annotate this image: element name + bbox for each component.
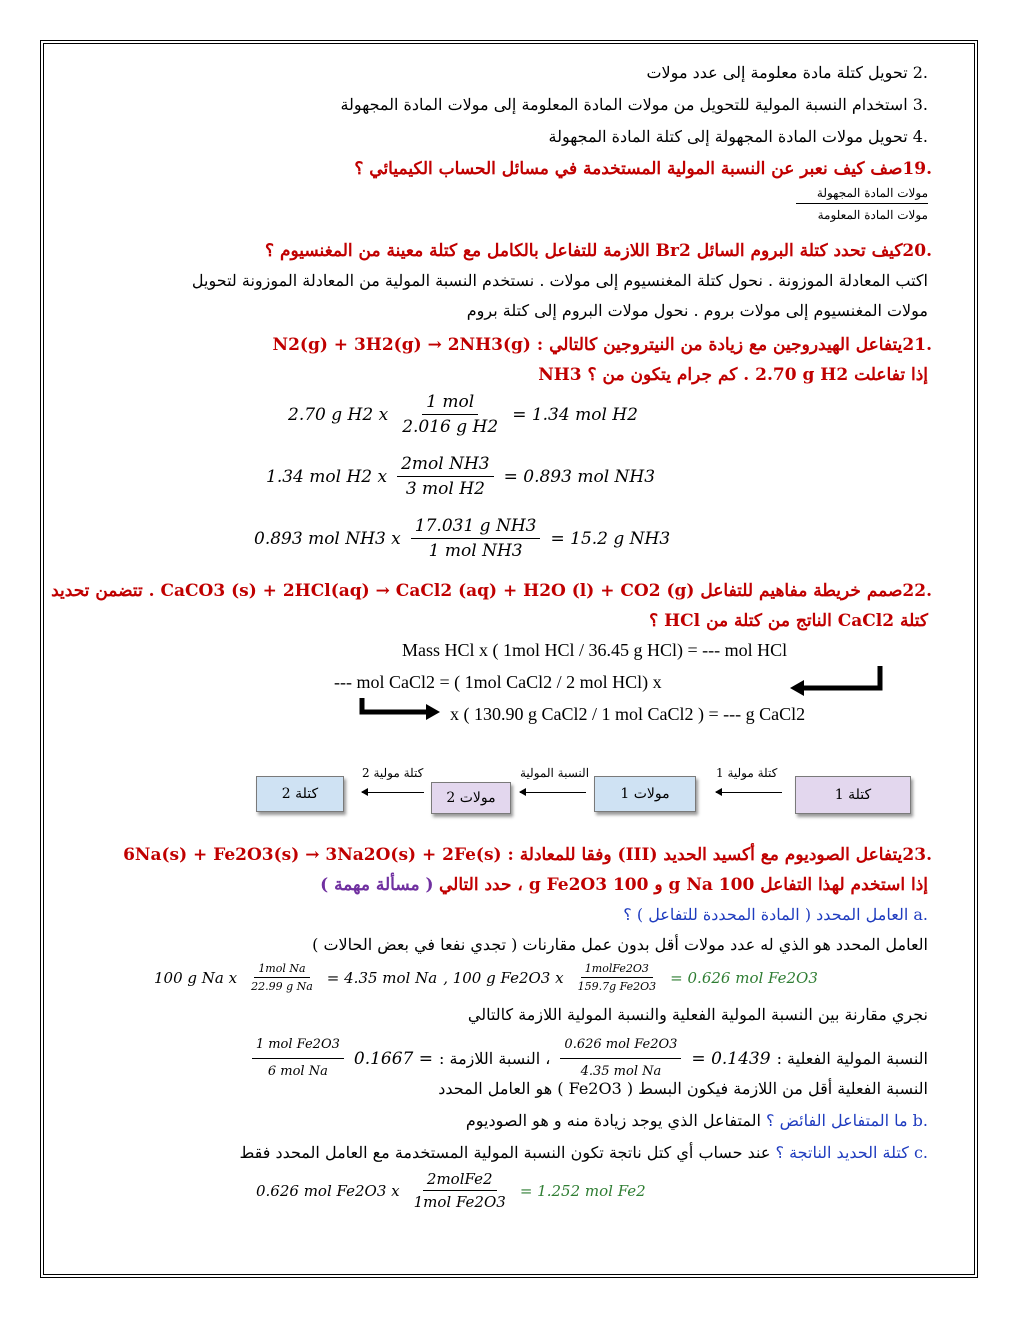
arrow-map-3 — [362, 792, 424, 793]
part-c: c. كتلة الحديد الناتجة ؟ عند حساب أي كتل ناتجة تكون النسبة المولية المستخدمة مع العامل المحدد فقط — [239, 1143, 928, 1162]
arrow-left-to-line3 — [362, 698, 430, 712]
step-2: 2. تحويل كتلة مادة معلومة إلى عدد مولات — [646, 63, 928, 82]
arrow-head-2 — [426, 704, 440, 720]
conclusion-text: النسبة الفعلية أقل من اللازمة فيكون البسط ( Fe2O3 ) هو العامل المحدد — [438, 1079, 928, 1098]
arrow-head-1 — [790, 680, 804, 696]
label-mole-ratio: النسبة المولية — [520, 766, 590, 780]
arrow-map-2 — [520, 792, 586, 793]
question-20: 20.كيف تحدد كتلة البروم السائل Br2 اللازمة للتفاعل بالكامل مع كتلة معينة من المغنسيوم ؟ — [265, 241, 932, 261]
question-23: 23.يتفاعل الصوديوم مع أكسيد الحديد (III) وفقا للمعادلة : 6Na(s) + Fe2O3(s) → 3Na2O(s) + 2Fe(s) — [123, 845, 932, 865]
arrow-map-1 — [716, 792, 782, 793]
question-23-line2: إذا استخدم لهذا التفاعل 100 g Na و 100 g Fe2O3 ، حدد التالي ( مسألة مهمة ) — [320, 875, 928, 895]
question-21: 21.يتفاعل الهيدروجين مع زيادة من النيتروجين كالتالي : N2(g) + 3H2(g) → 2NH3(g) — [272, 335, 932, 355]
compare-text: نجري مقارنة بين النسبة المولية الفعلية والنسبة المولية اللازمة كالتالي — [467, 1005, 928, 1024]
calc-22-line1: Mass HCl x ( 1mol HCl / 36.45 g HCl) = --- mol HCl — [402, 640, 788, 660]
calc-22-line2: --- mol CaCl2 = ( 1mol CaCl2 / 2 mol HCl) x — [334, 672, 662, 692]
question-19: 19.صف كيف نعبر عن النسبة المولية المستخدمة في مسائل الحساب الكيميائي ؟ — [354, 159, 932, 179]
fraction-numerator: مولات المادة المجهولة — [796, 186, 928, 204]
question-22: 22.صمم خريطة مفاهيم للتفاعل CaCO3 (s) + 2HCl(aq) → CaCl2 (aq) + H2O (l) + CO2 (g) . تتضمن تحديد — [51, 581, 932, 601]
calc-22-line3: x ( 130.90 g CaCl2 / 1 mol CaCl2 ) = --- g CaCl2 — [450, 704, 806, 724]
box-moles-2: مولات 2 — [431, 782, 511, 814]
part-b: b. ما المتفاعل الفائض ؟ المتفاعل الذي يوجد زيادة منه و هو الصوديوم — [465, 1111, 928, 1130]
part-a: a. العامل المحدد ( المادة المحددة للتفاعل ) ؟ — [623, 905, 928, 924]
fraction-denominator: مولات المادة المعلومة — [817, 208, 928, 222]
calc-21-step3: 0.893 mol NH3 x $\frac{\text{17.031 g NH3}}{\text{1 mol NH3}}$ = 15.2 g NH3 — [254, 516, 671, 561]
equation-23: 6Na(s) + Fe2O3(s) → 3Na2O(s) + 2Fe(s) — [123, 845, 502, 865]
equation-22: CaCO3 (s) + 2HCl(aq) → CaCl2 (aq) + H2O (l) + CO2 (g) — [160, 581, 695, 601]
step-4: 4. تحويل مولات المادة المجهولة إلى كتلة المادة المجهولة — [548, 127, 928, 146]
label-molar-mass-2: كتلة مولية 2 — [362, 766, 424, 780]
answer-20-line2: مولات المغنسيوم إلى مولات بروم . نحول مولات البروم إلى كتلة بروم — [466, 301, 928, 320]
ratio-comparison: النسبة المولية الفعلية : = 0.1439 $\frac{\text{0.626 mol Fe2O3}}{\text{4.35 mol Na}}$ ، النسبة اللازمة : 0.1667 = $\frac{\text{1 mol Fe2O3}}{\text{6 mol Na}}$ — [248, 1034, 928, 1083]
label-molar-mass-1: كتلة مولية 1 — [716, 766, 778, 780]
calc-23-iron: 0.626 mol Fe2O3 x $\frac{\text{2molFe2}}{\text{1mol Fe2O3}}$ = 1.252 mol Fe2 — [256, 1170, 646, 1211]
question-22-line2: كتلة CaCl2 الناتج من كتلة من HCl ؟ — [649, 611, 928, 631]
calc-23-moles: 100 g Na x $\frac{\text{1mol Na}}{\text{22.99 g Na}}$ = 4.35 mol Na , 100 g Fe2O3 x $\frac{\text{1molFe2O3}}{\text{159.7g Fe2O3}}$ = 0.626 mol Fe2O3 — [154, 962, 818, 993]
step-3: 3. استخدام النسبة المولية للتحويل من مولات المادة المعلومة إلى مولات المادة المجهولة — [340, 95, 928, 114]
question-21-line2: إذا تفاعلت 2.70 g H2 . كم جرام يتكون من NH3 ؟ — [538, 365, 928, 385]
answer-20-line1: اكتب المعادلة الموزونة . نحول كتلة المغنسيوم إلى مولات . نستخدم النسبة المولية من المعادلة الموزونة لتحويل — [191, 271, 928, 290]
box-mass-2: كتلة 2 — [256, 776, 344, 812]
equation-21: N2(g) + 3H2(g) → 2NH3(g) — [272, 335, 531, 355]
arrow-right-to-line2 — [800, 666, 880, 688]
calc-21-step2: 1.34 mol H2 x $\frac{\text{2mol NH3}}{\text{3 mol H2}}$ = 0.893 mol NH3 — [266, 454, 656, 499]
part-a-answer: العامل المحدد هو الذي له عدد مولات أقل بدون عمل مقارنات ( تجدي نفعا في بعض الحالات ) — [312, 935, 928, 954]
calc-21-step1: 2.70 g H2 x $\frac{\text{1 mol}}{\text{2.016 g H2}}$ = 1.34 mol H2 — [288, 392, 638, 437]
box-mass-1: كتلة 1 — [795, 776, 911, 814]
box-moles-1: مولات 1 — [594, 776, 696, 812]
